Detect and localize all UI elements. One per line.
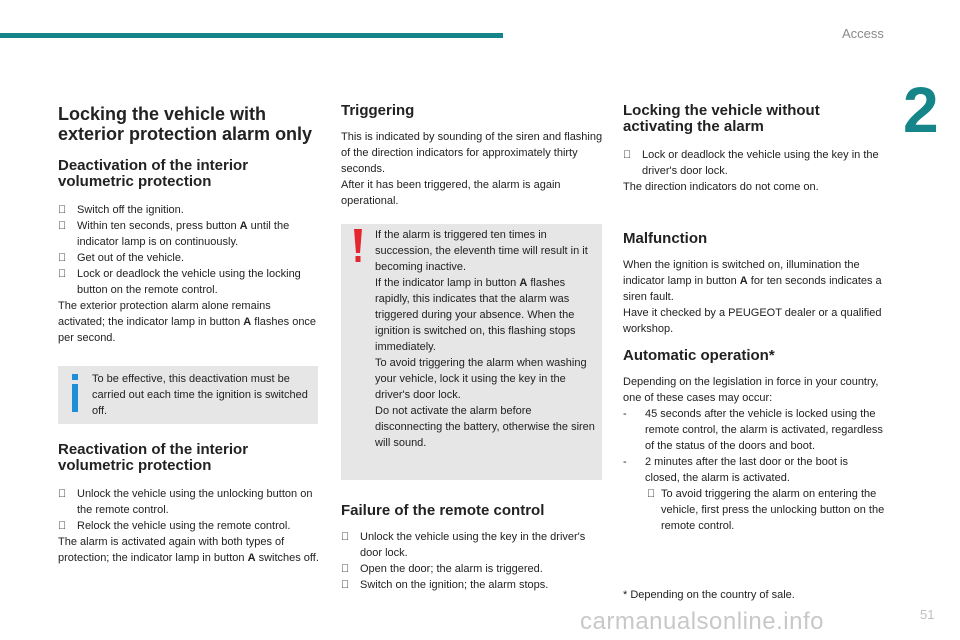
page-number: 51	[920, 607, 935, 622]
header-accent-bar	[0, 33, 503, 38]
malfunction-text-1: When the ignition is switched on, illumination the indicator lamp in button A for ten seconds indicates a siren fault.	[623, 259, 882, 303]
reactivation-section	[58, 442, 320, 566]
step: Switch off the ignition.	[77, 204, 184, 216]
info-text: To be effective, this deactivation must be carried out each time the ignition is switched off.	[92, 373, 308, 417]
step: Relock the vehicle using the remote control.	[77, 520, 291, 532]
step: Within ten seconds, press button A until the indicator lamp is on continuously.	[77, 220, 290, 248]
malfunction-heading: Malfunction	[623, 230, 708, 247]
lock-without-alarm-note: The direction indicators do not come on.	[623, 181, 819, 193]
automatic-operation-section	[623, 348, 885, 534]
deactivation-heading: Deactivation of the interior volumetric protection	[58, 157, 249, 190]
step: Switch on the ignition; the alarm stops.	[360, 579, 549, 591]
step: Unlock the vehicle using the unlocking button on the remote control.	[77, 488, 313, 516]
triggering-text-1: This is indicated by sounding of the siren and flashing of the direction indicators for approximately thirty seconds.	[341, 131, 603, 175]
chapter-number: 2	[903, 74, 939, 146]
watermark: carmanualsonline.info	[580, 608, 824, 635]
warning-box	[341, 224, 602, 480]
info-icon	[70, 374, 80, 412]
deactivation-steps	[58, 202, 320, 298]
triggering-text-2: After it has been triggered, the alarm is again operational.	[341, 179, 561, 207]
list-item: - 2 minutes after the last door or the boot is closed, the alarm is activated.	[623, 456, 849, 484]
column-2	[341, 103, 603, 209]
section-title: Access	[842, 26, 884, 41]
column-1	[58, 104, 320, 346]
reactivation-note: The alarm is activated again with both types of protection; the indicator lamp in button A switches off.	[58, 536, 319, 564]
malfunction-text-2: Have it checked by a PEUGEOT dealer or a qualified workshop.	[623, 307, 882, 335]
automatic-operation-heading: Automatic operation*	[623, 347, 775, 364]
info-box	[58, 366, 318, 424]
remote-failure-section	[341, 503, 603, 593]
lock-without-alarm-heading: Locking the vehicle without activating the alarm	[623, 102, 820, 135]
warning-text: If the alarm is triggered ten times in succession, the eleventh time will result in it becoming inactive. If the indicator lamp in button A flashes rapidly, this indicates that the alarm was triggered during your absence. When the ignition is switched on, this flashing stops immediately. To avoid triggering the alarm when washing your vehicle, lock it using the key in the driver's door lock. Do not activate the alarm before disconnecting the battery, otherwise the siren will sound.	[375, 229, 595, 449]
step: Get out of the vehicle.	[77, 252, 185, 264]
automatic-operation-intro: Depending on the legislation in force in your country, one of these cases may occur:	[623, 376, 879, 404]
triggering-heading: Triggering	[341, 102, 415, 119]
step: Unlock the vehicle using the key in the driver's door lock.	[360, 531, 586, 559]
main-title: Locking the vehicle with exterior protection alarm only	[58, 104, 313, 144]
column-3	[623, 103, 885, 195]
step: Lock or deadlock the vehicle using the locking button on the remote control.	[77, 268, 301, 296]
reactivation-heading: Reactivation of the interior volumetric protection	[58, 441, 249, 474]
list-item: - 45 seconds after the vehicle is locked using the remote control, the alarm is activated, regardless of the status of the doors and boot.	[623, 408, 883, 452]
malfunction-section	[623, 231, 885, 337]
footnote: * Depending on the country of sale.	[623, 589, 795, 601]
list-subitem: To avoid triggering the alarm on entering the vehicle, first press the unlocking button on the remote control.	[661, 488, 885, 532]
deactivation-note: The exterior protection alarm alone remains activated; the indicator lamp in button A flashes once per second.	[58, 300, 317, 344]
step: Open the door; the alarm is triggered.	[360, 563, 543, 575]
remote-failure-heading: Failure of the remote control	[341, 502, 545, 519]
step: Lock or deadlock the vehicle using the key in the driver's door lock.	[642, 149, 879, 177]
warning-icon	[353, 229, 363, 263]
